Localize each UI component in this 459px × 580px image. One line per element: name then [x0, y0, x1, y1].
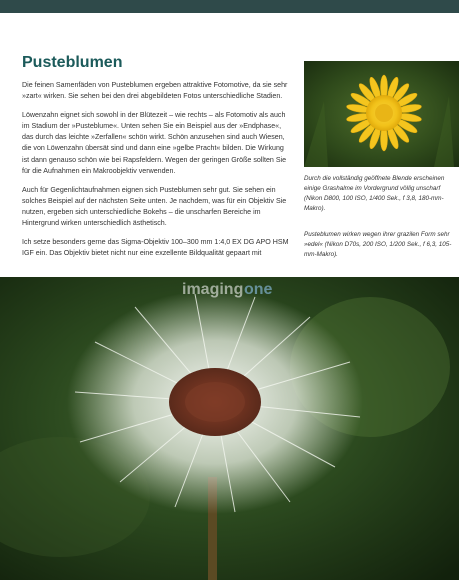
- top-bar: [0, 0, 459, 13]
- page-title: Pusteblumen: [22, 54, 123, 71]
- dandelion-flower-photo: [304, 61, 459, 167]
- paragraph-1: Die feinen Samenfäden von Pusteblumen ergeben attraktive Fotomotive, da sie sehr »zart« wirken. Sie sehen bei den drei abgebildeten Fotos unterschiedliche Stadien.: [22, 81, 288, 101]
- paragraph-4: Ich setze besonders gerne das Sigma-Objektiv 100–300 mm 1:4,0 EX DG APO HSM IGF ein. Das Objektiv bietet nicht nur eine exzellente Bildqualität gepaart mit: [22, 238, 289, 258]
- watermark-logo: [182, 278, 282, 300]
- caption-dandelion-clock: Pusteblumen wirken wegen ihrer grazilen Form sehr »edel« (Nikon D70s, 200 ISO, 1/200 Sek., f 6,3, 105-mm-Makro).: [304, 231, 452, 258]
- svg-text:imaging: imaging: [182, 281, 244, 298]
- body-text: [22, 80, 292, 267]
- dandelion-seedhead-photo: [0, 277, 459, 580]
- svg-text:one: one: [244, 281, 273, 298]
- caption-flower: Durch die vollständig geöffnete Blende erscheinen einige Grashalme im Vordergrund völlig unscharf (Nikon D800, 100 ISO, 1/400 Sek., f 3,8, 180-mm-Makro).: [304, 175, 445, 212]
- paragraph-3: Auch für Gegenlichtaufnahmen eignen sich Pusteblumen sehr gut. Sie sehen ein solches Beispiel auf der nächsten Seite unten. Je nachdem, was für ein Objektiv Sie nutzen, ergeben sich unterschiedliche Bokehs – die unscharfen Bereiche im Hintergrund wirken unterschiedlich ästhetisch.: [22, 185, 287, 228]
- paragraph-2: Löwenzahn eignet sich sowohl in der Blütezeit – wie rechts – als Fotomotiv als auch im Stadium der »Pusteblume«. Unten sehen Sie ein Beispiel aus der »Endphase«, das durch das leichte »Zerfallen« schön wirkt. Schön anzusehen sind auch Wiesen, die von Löwenzahn übersät sind und dann eine »gelbe Pracht« bilden. Die Wirkung ist dann genauso schön wie bei Rapsfeldern. Wegen der geringen Größe sollten Sie für die Aufnahmen ein Makroobjektiv verwenden.: [22, 111, 287, 175]
